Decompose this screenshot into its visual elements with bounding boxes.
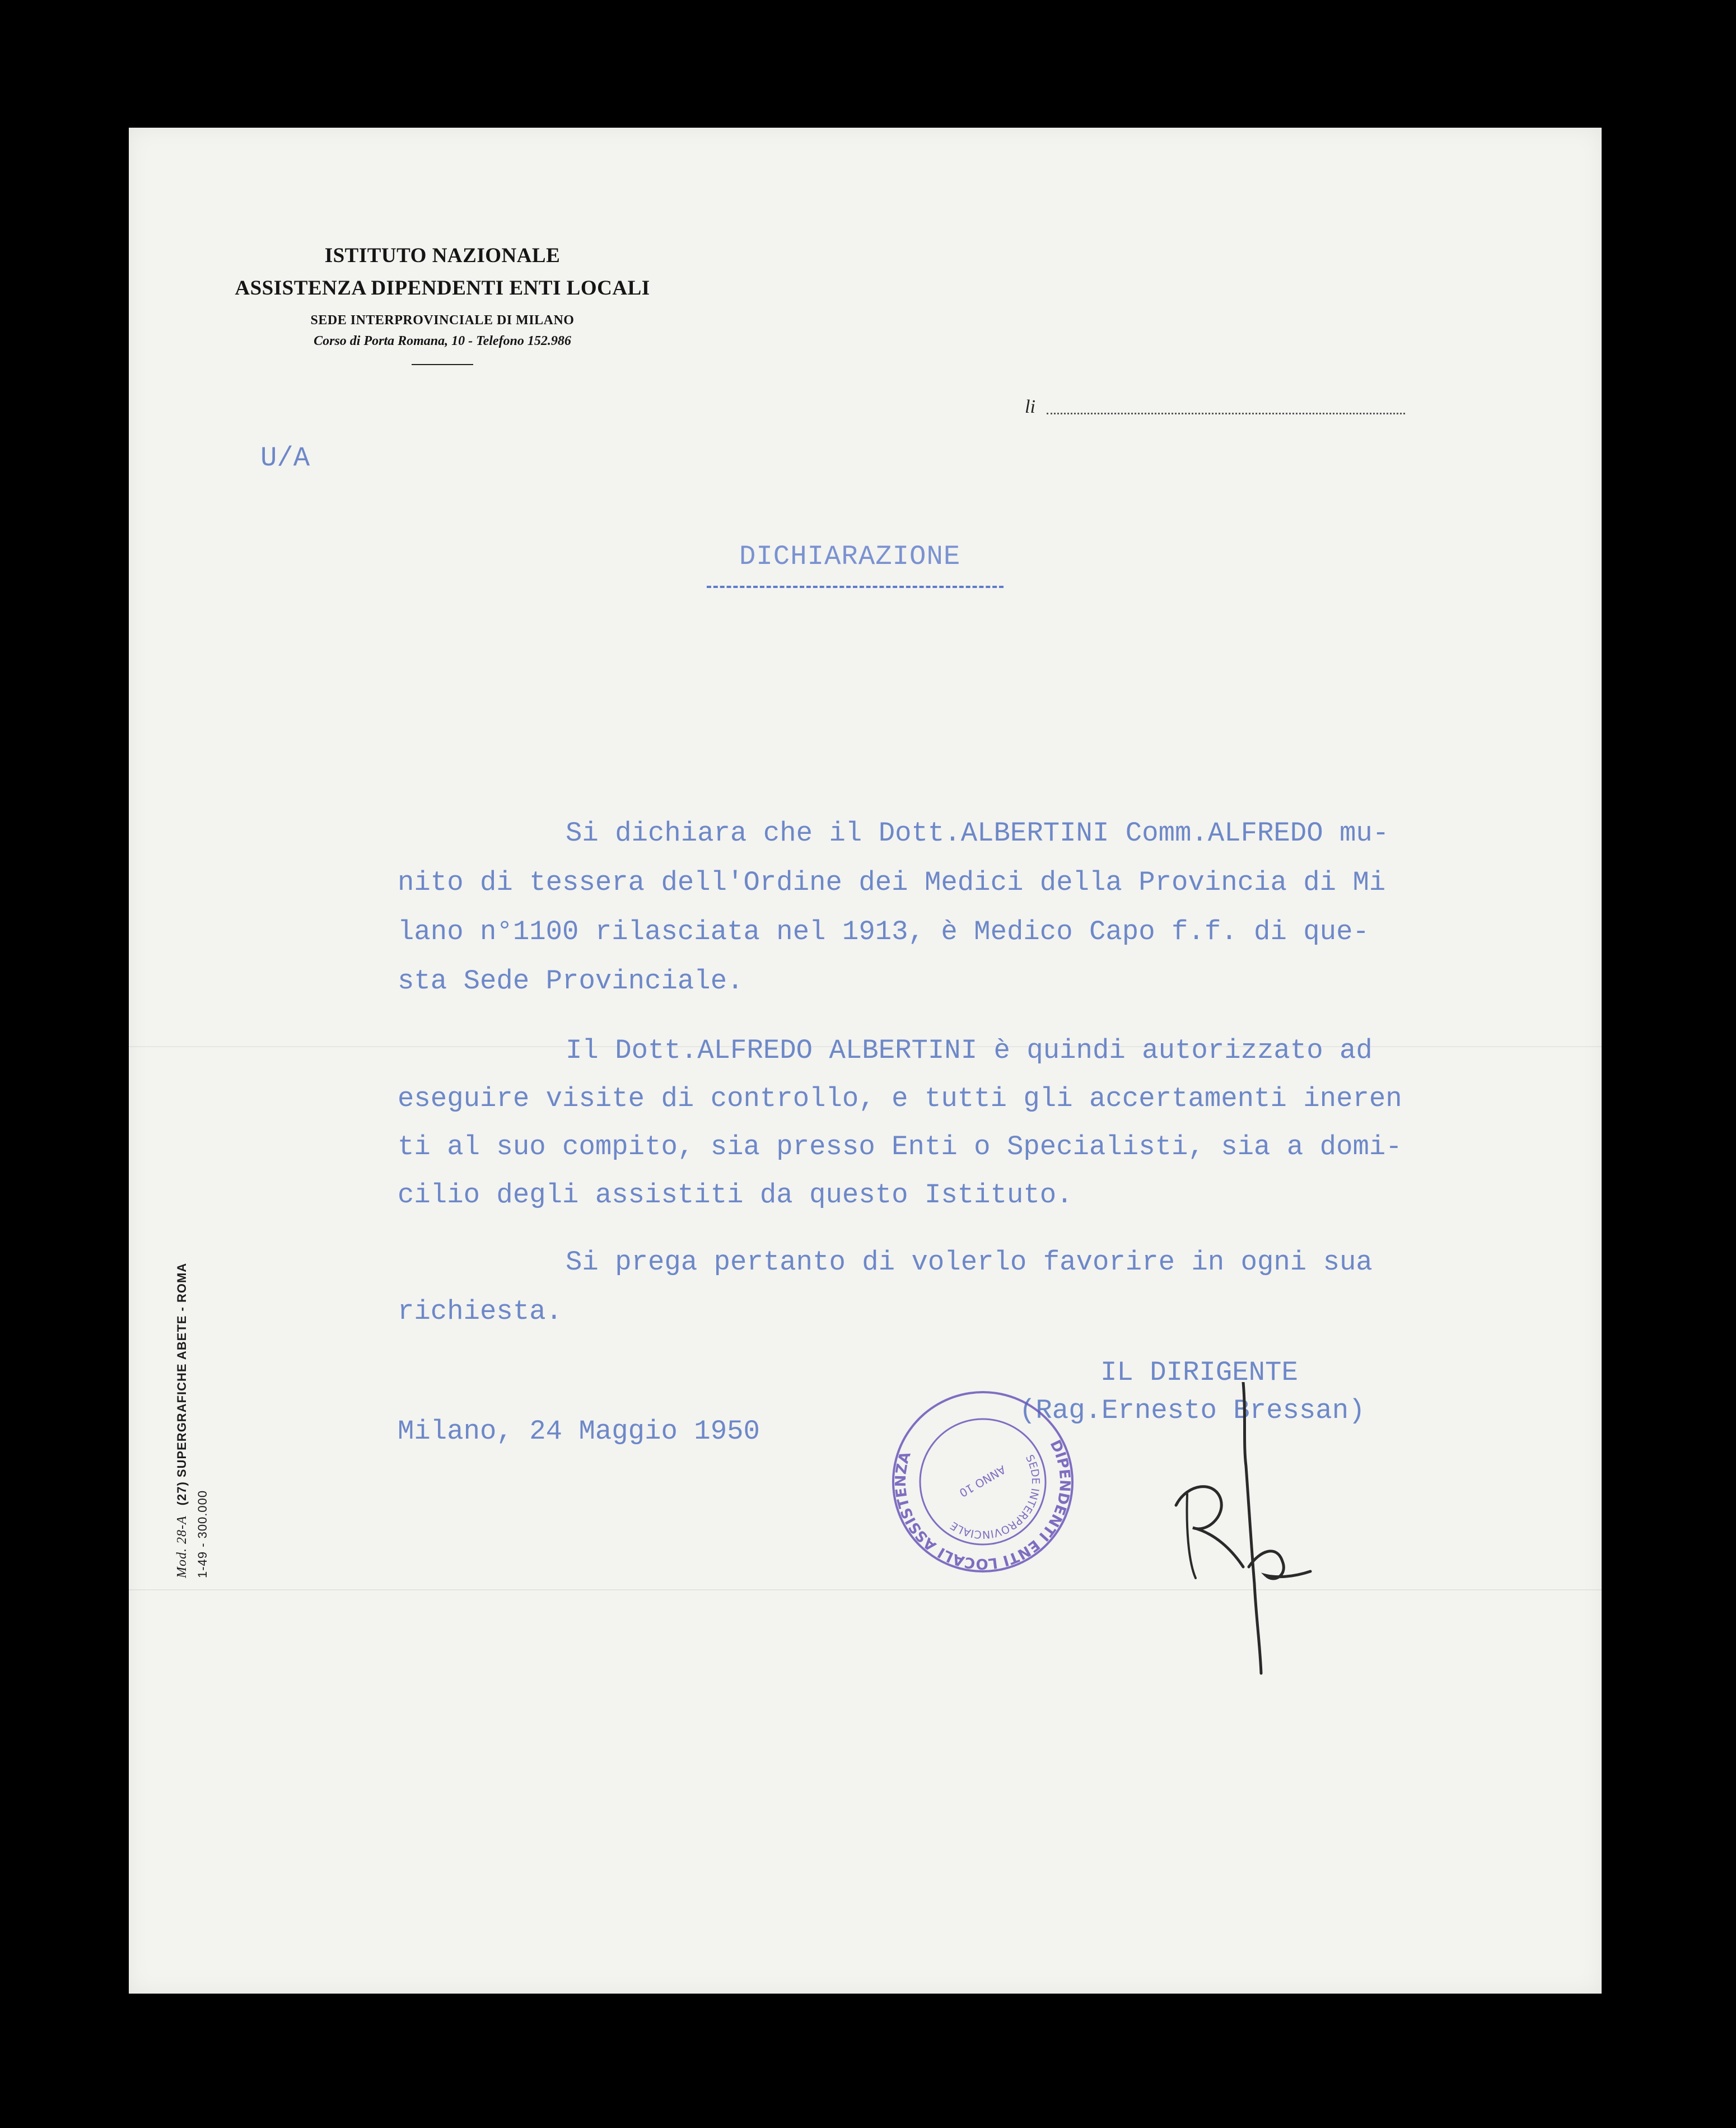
body-line: Il Dott.ALFREDO ALBERTINI è quindi autorizzato ad	[566, 1035, 1373, 1066]
body-line: sta Sede Provinciale.	[398, 965, 744, 997]
stamp-inner-text: SEDE INTERPROVINCIALE	[948, 1453, 1042, 1541]
signer-name: (Rag.Ernesto Bressan)	[1019, 1395, 1365, 1426]
letterhead	[230, 240, 655, 365]
form-model: Mod. 28-A	[175, 1515, 189, 1578]
printer-imprint	[175, 1046, 276, 1578]
printer-name: (27) SUPERGRAFICHE ABETE - ROMA	[175, 1262, 189, 1506]
date-field-prefix: li	[1025, 396, 1035, 417]
title-underline	[707, 586, 1004, 588]
letterhead-rule	[412, 364, 473, 365]
reference-code: U/A	[260, 442, 310, 474]
letterhead-address: Corso di Porta Romana, 10 - Telefono 152.986	[314, 334, 571, 348]
body-line: nito di tessera dell'Ordine dei Medici della Provincia di Mi	[398, 867, 1386, 898]
letterhead-office: SEDE INTERPROVINCIALE DI MILANO	[310, 313, 575, 328]
signer-title: IL DIRIGENTE	[1100, 1357, 1298, 1388]
document-page	[129, 128, 1602, 1994]
body-line: cilio degli assistiti da questo Istituto.	[398, 1179, 1073, 1211]
stamp-center-text: ANNO 10	[957, 1462, 1008, 1500]
print-run: 1-49 - 300.000	[195, 1490, 209, 1578]
fold-crease-lower	[129, 1589, 1602, 1590]
body-line: richiesta.	[398, 1296, 563, 1327]
body-line: Si dichiara che il Dott.ALBERTINI Comm.ALFREDO mu-	[566, 818, 1389, 849]
letterhead-subtitle: ASSISTENZA DIPENDENTI ENTI LOCALI	[235, 277, 650, 300]
letterhead-institute: ISTITUTO NAZIONALE	[324, 244, 561, 267]
official-stamp	[888, 1387, 1078, 1577]
handwritten-signature	[1154, 1382, 1322, 1679]
body-line: Si prega pertanto di volerlo favorire in ogni sua	[566, 1247, 1373, 1278]
document-title: DICHIARAZIONE	[739, 541, 961, 572]
body-line: lano n°1100 rilasciata nel 1913, è Medico Capo f.f. di que-	[398, 916, 1369, 948]
date-field-dots	[1047, 413, 1405, 414]
body-line: eseguire visite di controllo, e tutti gli accertamenti ineren	[398, 1083, 1402, 1114]
place-date: Milano, 24 Maggio 1950	[398, 1416, 760, 1447]
body-line: ti al suo compito, sia presso Enti o Specialisti, sia a domi-	[398, 1131, 1402, 1163]
date-field	[1025, 396, 1405, 418]
stamp-outer-text: DIPENDENTI ENTI LOCALI ASSISTENZA	[892, 1437, 1074, 1572]
